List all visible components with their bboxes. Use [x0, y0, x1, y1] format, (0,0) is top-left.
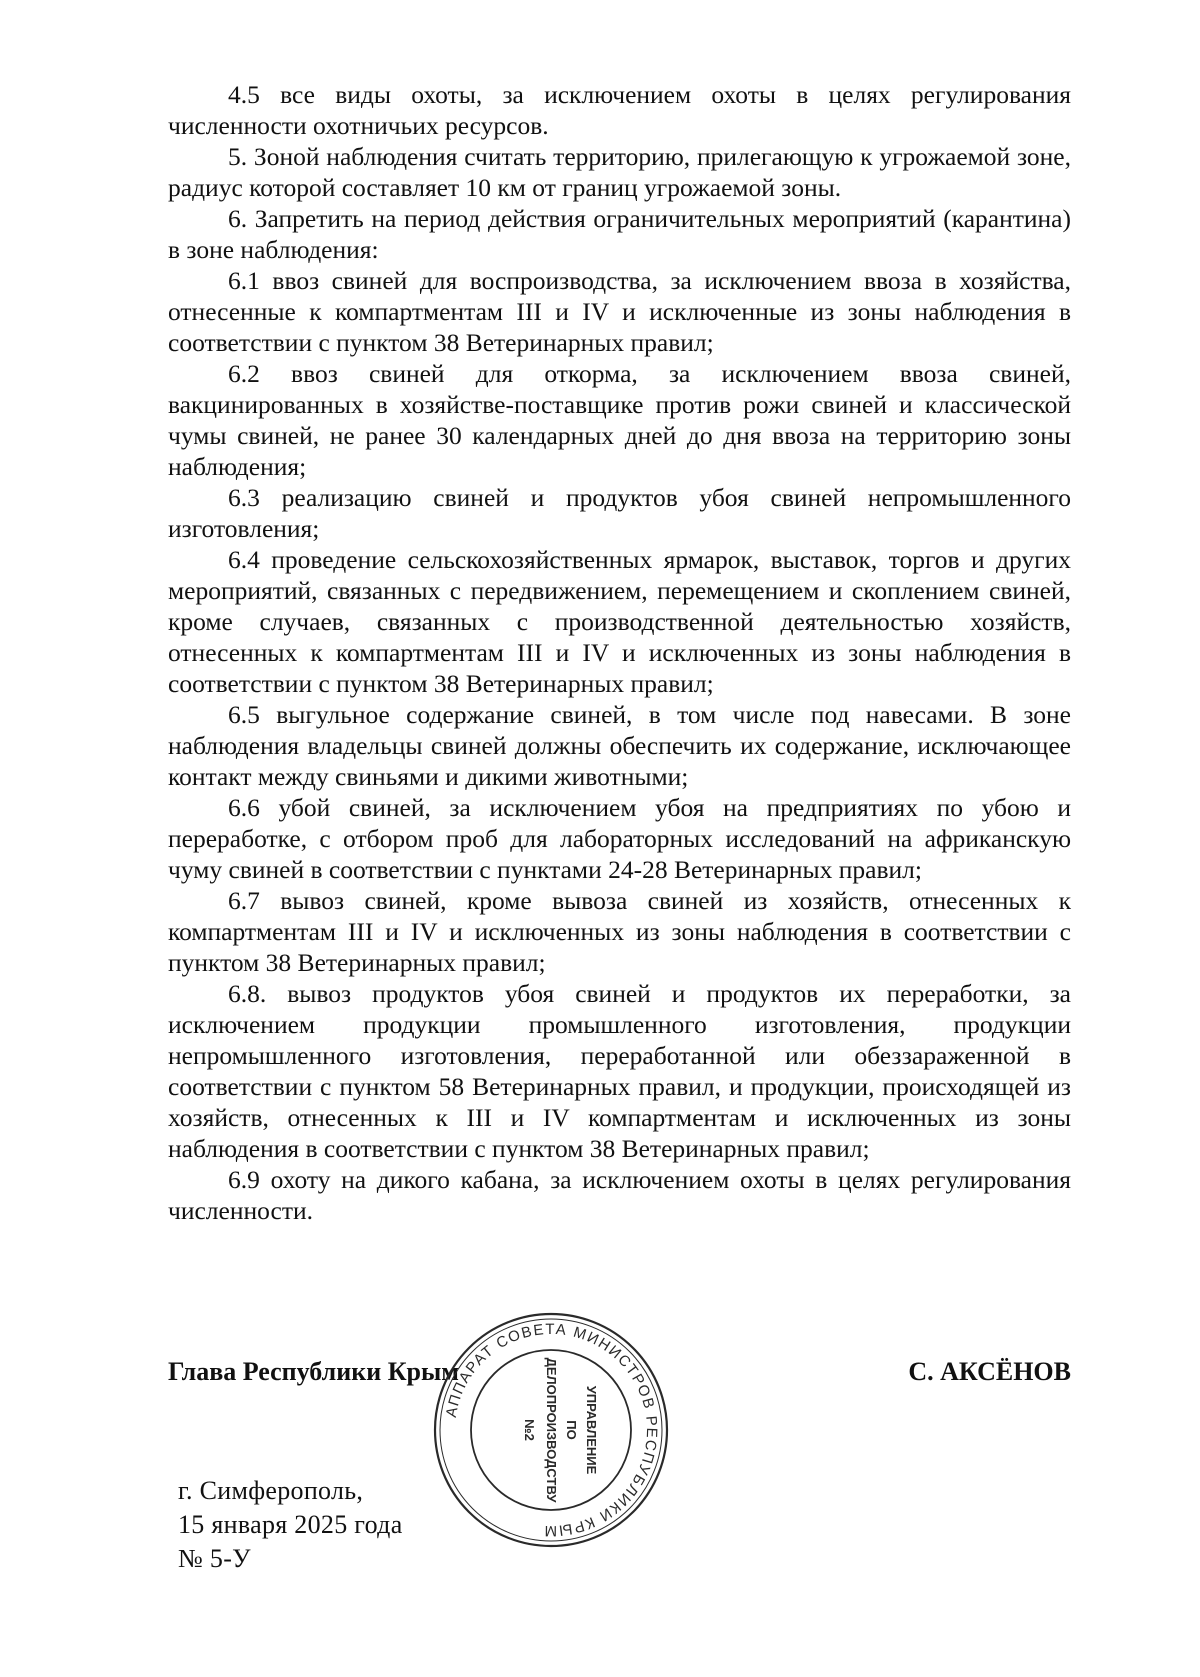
official-stamp-icon — [431, 1310, 671, 1550]
place-date-block — [178, 1474, 403, 1576]
document-date: 15 января 2025 года — [178, 1510, 403, 1539]
stamp-line-1: УПРАВЛЕНИЕ — [584, 1385, 599, 1475]
paragraph-6-2: 6.2 ввоз свиней для откорма, за исключением ввоза свиней, вакцинированных в хозяйстве-поставщике против рожи свиней и классической чумы свиней, не ранее 30 календарных дней до дня ввоза на территорию зоны наблюдения; — [168, 359, 1071, 481]
paragraph-6-1: 6.1 ввоз свиней для воспроизводства, за исключением ввоза в хозяйства, отнесенные к компартментам III и IV и исключенные из зоны наблюдения в соответствии с пунктом 38 Ветеринарных правил; — [168, 266, 1071, 357]
stamp-outer-text: АППАРАТ СОВЕТА МИНИСТРОВ РЕСПУБЛИКИ КРЫМ — [442, 1320, 661, 1540]
city: г. Симферополь, — [178, 1476, 364, 1505]
paragraph-6-7: 6.7 вывоз свиней, кроме вывоза свиней из хозяйств, отнесенных к компартментам III и IV и исключенных из зоны наблюдения в соответствии с пунктом 38 Ветеринарных правил; — [168, 886, 1071, 977]
signatory-position: Глава Республики Крым — [168, 1357, 460, 1386]
paragraph-5: 5. Зоной наблюдения считать территорию, прилегающую к угрожаемой зоне, радиус которой составляет 10 км от границ угрожаемой зоны. — [168, 142, 1071, 202]
stamp-line-4: №2 — [522, 1419, 537, 1441]
document-body — [168, 79, 1071, 1226]
paragraph-6-6: 6.6 убой свиней, за исключением убоя на предприятиях по убою и переработке, с отбором проб для лабораторных исследований на африканскую чуму свиней в соответствии с пунктами 24-28 Ветеринарных правил; — [168, 793, 1071, 884]
paragraph-4-5: 4.5 все виды охоты, за исключением охоты в целях регулирования численности охотничьих ресурсов. — [168, 80, 1071, 140]
document-number: № 5-У — [178, 1544, 251, 1573]
stamp-line-3: ДЕЛОПРОИЗВОДСТВУ — [544, 1357, 559, 1503]
stamp-line-2: ПО — [564, 1420, 579, 1440]
paragraph-6-8: 6.8. вывоз продуктов убоя свиней и продуктов их переработки, за исключением продукции промышленного изготовления, продукции непромышленного изготовления, переработанной или обеззараженной в соответствии с пунктом 58 Ветеринарных правил, и продукции, происходящей из хозяйств, отнесенных к III и IV компартментам и исключенных из зоны наблюдения в соответствии с пунктом 38 Ветеринарных правил; — [168, 979, 1071, 1163]
paragraph-6-3: 6.3 реализацию свиней и продуктов убоя свиней непромышленного изготовления; — [168, 483, 1071, 543]
paragraph-6-9: 6.9 охоту на дикого кабана, за исключением охоты в целях регулирования численности. — [168, 1165, 1071, 1225]
paragraph-6: 6. Запретить на период действия ограничительных мероприятий (карантина) в зоне наблюдения: — [168, 204, 1071, 264]
paragraph-6-5: 6.5 выгульное содержание свиней, в том числе под навесами. В зоне наблюдения владельцы свиней должны обеспечить их содержание, исключающее контакт между свиньями и дикими животными; — [168, 700, 1071, 791]
paragraph-6-4: 6.4 проведение сельскохозяйственных ярмарок, выставок, торгов и других мероприятий, связанных с передвижением, перемещением и скоплением свиней, кроме случаев, связанных с производственной деятельностью хозяйств, отнесенных к компартментам III и IV и исключенных из зоны наблюдения в соответствии с пунктом 38 Ветеринарных правил; — [168, 545, 1071, 698]
signatory-name: С. АКСЁНОВ — [908, 1357, 1071, 1386]
